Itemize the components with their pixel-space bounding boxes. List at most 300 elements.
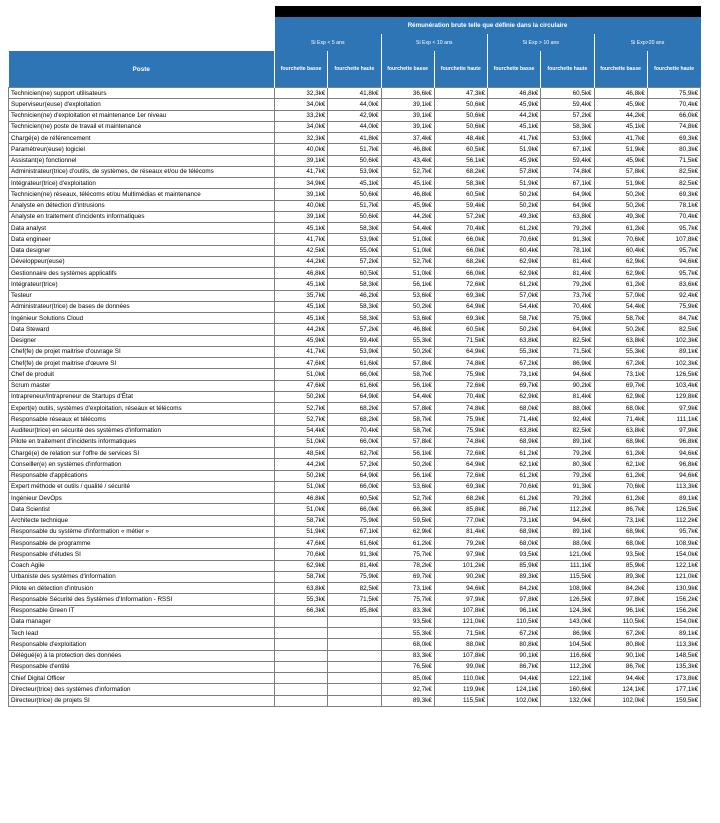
low-salary-cell: 50,2k€ — [381, 459, 434, 470]
high-salary-cell: 81,4k€ — [541, 256, 594, 267]
high-salary-cell: 61,6k€ — [328, 538, 381, 549]
low-salary-cell: 51,0k€ — [275, 369, 328, 380]
high-salary-cell: 70,4k€ — [434, 391, 487, 402]
table-row — [9, 335, 701, 346]
low-salary-cell: 45,1k€ — [275, 223, 328, 234]
low-salary-cell: 63,8k€ — [275, 583, 328, 594]
table-row — [9, 144, 701, 155]
poste-cell: Directeur(trice) des systèmes d'information — [9, 684, 275, 695]
low-salary-cell: 50,2k€ — [275, 391, 328, 402]
low-salary-cell: 70,6k€ — [594, 481, 647, 492]
high-salary-cell: 81,4k€ — [541, 391, 594, 402]
low-salary-cell: 68,9k€ — [594, 526, 647, 537]
high-salary-cell: 91,3k€ — [541, 481, 594, 492]
table-row — [9, 155, 701, 166]
low-salary-cell: 71,4k€ — [488, 414, 541, 425]
table-row — [9, 526, 701, 537]
low-salary-cell: 49,3k€ — [488, 211, 541, 222]
low-salary-cell: 47,6k€ — [275, 538, 328, 549]
high-salary-cell: 75,9k€ — [647, 88, 700, 99]
high-salary-cell: 143,0k€ — [541, 616, 594, 627]
low-salary-cell: 63,8k€ — [594, 425, 647, 436]
table-row — [9, 425, 701, 436]
poste-cell: Directeur(trice) de projets SI — [9, 695, 275, 706]
low-salary-cell: 40,0k€ — [275, 200, 328, 211]
high-salary-cell: 75,9k€ — [434, 369, 487, 380]
high-salary-cell: 81,4k€ — [434, 526, 487, 537]
low-salary-cell: 63,8k€ — [488, 335, 541, 346]
low-salary-cell: 51,0k€ — [381, 268, 434, 279]
low-salary-cell: 55,3k€ — [381, 628, 434, 639]
table-title: Rémunération brute telle que définie dans la circulaire — [275, 17, 701, 34]
poste-cell: Analyste en détection d'intrusions — [9, 200, 275, 211]
low-salary-cell: 89,3k€ — [381, 695, 434, 706]
high-salary-cell: 71,5k€ — [434, 335, 487, 346]
high-salary-cell — [328, 639, 381, 650]
low-salary-cell: 35,7k€ — [275, 290, 328, 301]
low-salary-cell: 61,2k€ — [488, 448, 541, 459]
high-salary-cell: 80,3k€ — [541, 459, 594, 470]
low-salary-cell: 51,9k€ — [594, 144, 647, 155]
high-salary-cell: 121,0k€ — [541, 549, 594, 560]
low-salary-cell: 89,3k€ — [594, 571, 647, 582]
table-row — [9, 279, 701, 290]
high-salary-cell: 66,0k€ — [328, 504, 381, 515]
salary-table — [8, 6, 701, 707]
high-salary-cell: 44,0k€ — [328, 99, 381, 110]
high-salary-cell: 64,9k€ — [328, 470, 381, 481]
low-salary-cell: 44,2k€ — [381, 211, 434, 222]
high-salary-cell: 90,2k€ — [541, 380, 594, 391]
high-salary-cell: 115,5k€ — [541, 571, 594, 582]
low-salary-cell: 51,0k€ — [275, 436, 328, 447]
poste-cell: Chief Digital Officer — [9, 673, 275, 684]
high-salary-cell: 113,3k€ — [647, 481, 700, 492]
high-salary-cell: 53,9k€ — [541, 133, 594, 144]
poste-cell: Coach Agile — [9, 560, 275, 571]
high-salary-cell: 64,9k€ — [434, 459, 487, 470]
low-salary-cell: 97,8k€ — [594, 594, 647, 605]
high-salary-cell: 45,1k€ — [328, 178, 381, 189]
high-salary-cell: 91,3k€ — [328, 549, 381, 560]
table-row — [9, 256, 701, 267]
poste-cell: Ingénieur Solutions Cloud — [9, 313, 275, 324]
high-salary-cell: 96,8k€ — [647, 436, 700, 447]
low-salary-cell: 86,7k€ — [488, 661, 541, 672]
poste-cell: Chef(fe) de projet maitrise d'œuvre SI — [9, 358, 275, 369]
low-salary-cell: 76,5k€ — [381, 661, 434, 672]
low-salary-cell: 61,2k€ — [594, 448, 647, 459]
high-salary-cell: 66,0k€ — [434, 268, 487, 279]
low-salary-cell: 70,6k€ — [488, 481, 541, 492]
low-salary-cell: 96,1k€ — [488, 605, 541, 616]
low-salary-cell: 45,1k€ — [381, 178, 434, 189]
table-row — [9, 515, 701, 526]
high-salary-cell: 60,5k€ — [328, 268, 381, 279]
low-salary-cell: 69,7k€ — [381, 571, 434, 582]
high-salary-cell: 113,3k€ — [647, 639, 700, 650]
high-salary-cell: 66,0k€ — [328, 436, 381, 447]
low-salary-cell: 56,1k€ — [381, 448, 434, 459]
high-salary-cell: 42,9k€ — [328, 110, 381, 121]
high-salary-cell: 74,8k€ — [647, 121, 700, 132]
low-salary-cell: 62,9k€ — [594, 391, 647, 402]
table-row — [9, 481, 701, 492]
high-salary-cell: 70,4k€ — [647, 99, 700, 110]
poste-cell: Designer — [9, 335, 275, 346]
high-salary-cell: 71,5k€ — [434, 628, 487, 639]
poste-cell: Intrapreneur/Intrapreneur de Startups d'État — [9, 391, 275, 402]
table-row — [9, 133, 701, 144]
high-salary-cell: 57,2k€ — [328, 324, 381, 335]
high-salary-cell: 50,6k€ — [434, 121, 487, 132]
table-row — [9, 616, 701, 627]
high-salary-cell: 148,5k€ — [647, 650, 700, 661]
high-salary-cell: 64,9k€ — [541, 324, 594, 335]
low-salary-cell: 57,8k€ — [594, 166, 647, 177]
low-salary-cell: 56,1k€ — [381, 279, 434, 290]
low-salary-cell: 36,6k€ — [381, 88, 434, 99]
high-salary-cell: 88,0k€ — [541, 538, 594, 549]
high-salary-cell: 58,3k€ — [541, 121, 594, 132]
high-salary-cell: 97,9k€ — [434, 549, 487, 560]
high-salary-cell: 89,1k€ — [647, 346, 700, 357]
low-salary-cell: 45,9k€ — [488, 99, 541, 110]
high-salary-cell: 53,9k€ — [328, 166, 381, 177]
high-salary-cell: 55,0k€ — [328, 245, 381, 256]
table-row — [9, 628, 701, 639]
high-salary-cell: 116,6k€ — [541, 650, 594, 661]
high-salary-cell — [328, 661, 381, 672]
high-salary-cell: 107,8k€ — [647, 234, 700, 245]
high-salary-cell: 108,9k€ — [647, 538, 700, 549]
low-range-header: fourchette basse — [275, 51, 328, 88]
low-salary-cell: 41,7k€ — [594, 133, 647, 144]
low-salary-cell: 56,1k€ — [381, 380, 434, 391]
low-salary-cell: 51,0k€ — [275, 504, 328, 515]
low-salary-cell: 62,9k€ — [488, 268, 541, 279]
poste-cell: Analyste en traitement d'incidents informatiques — [9, 211, 275, 222]
low-salary-cell: 47,6k€ — [275, 358, 328, 369]
poste-cell: Pilote en détection d'intrusion — [9, 583, 275, 594]
exp-range-header: Si Exp>20 ans — [594, 34, 701, 51]
poste-cell: Responsable Sécurité des Systèmes d'Information - RSSI — [9, 594, 275, 605]
poste-cell: Responsable d'applications — [9, 470, 275, 481]
low-salary-cell: 34,9k€ — [275, 178, 328, 189]
low-salary-cell: 63,8k€ — [488, 425, 541, 436]
poste-cell: Responsable Green IT — [9, 605, 275, 616]
table-row — [9, 346, 701, 357]
low-salary-cell: 51,0k€ — [381, 245, 434, 256]
low-salary-cell: 57,0k€ — [594, 290, 647, 301]
table-row — [9, 189, 701, 200]
high-salary-cell: 94,6k€ — [647, 256, 700, 267]
poste-cell: Chef(fe) de projet maitrise d'ouvrage SI — [9, 346, 275, 357]
low-salary-cell: 86,7k€ — [594, 504, 647, 515]
high-salary-cell: 50,6k€ — [328, 155, 381, 166]
low-salary-cell: 67,2k€ — [488, 628, 541, 639]
low-salary-cell: 68,9k€ — [488, 526, 541, 537]
table-row — [9, 684, 701, 695]
high-salary-cell: 122,1k€ — [541, 673, 594, 684]
low-salary-cell: 53,6k€ — [381, 481, 434, 492]
low-salary-cell: 45,9k€ — [275, 335, 328, 346]
high-salary-cell: 75,9k€ — [328, 515, 381, 526]
high-salary-cell: 67,1k€ — [541, 144, 594, 155]
low-salary-cell: 57,8k€ — [381, 358, 434, 369]
low-salary-cell: 47,6k€ — [275, 380, 328, 391]
poste-cell: Tech lead — [9, 628, 275, 639]
high-salary-cell: 173,8k€ — [647, 673, 700, 684]
high-salary-cell: 97,9k€ — [647, 425, 700, 436]
high-salary-cell: 59,4k€ — [541, 99, 594, 110]
exp-range-header: Si Exp > 10 ans — [488, 34, 595, 51]
high-salary-cell: 82,5k€ — [328, 583, 381, 594]
table-row — [9, 414, 701, 425]
low-salary-cell: 43,4k€ — [381, 155, 434, 166]
low-salary-cell: 84,2k€ — [594, 583, 647, 594]
low-salary-cell: 39,1k€ — [381, 121, 434, 132]
low-salary-cell: 50,2k€ — [594, 200, 647, 211]
high-salary-cell: 68,2k€ — [434, 256, 487, 267]
high-salary-cell: 89,1k€ — [647, 493, 700, 504]
low-salary-cell: 45,1k€ — [275, 279, 328, 290]
low-salary-cell: 93,5k€ — [381, 616, 434, 627]
low-salary-cell: 80,8k€ — [488, 639, 541, 650]
low-salary-cell: 86,7k€ — [594, 661, 647, 672]
low-salary-cell: 61,2k€ — [594, 493, 647, 504]
high-salary-cell: 94,6k€ — [541, 369, 594, 380]
high-salary-cell: 53,9k€ — [328, 346, 381, 357]
exp-range-header: Si Exp < 5 ans — [275, 34, 382, 51]
table-row — [9, 211, 701, 222]
high-salary-cell: 60,5k€ — [434, 324, 487, 335]
high-salary-cell: 70,4k€ — [434, 223, 487, 234]
low-salary-cell: 70,6k€ — [275, 549, 328, 560]
low-salary-cell: 53,6k€ — [381, 313, 434, 324]
high-salary-cell: 70,4k€ — [647, 211, 700, 222]
high-salary-cell: 124,3k€ — [541, 605, 594, 616]
high-salary-cell: 53,9k€ — [328, 234, 381, 245]
high-salary-cell: 79,2k€ — [541, 279, 594, 290]
high-salary-cell: 58,3k€ — [434, 178, 487, 189]
low-salary-cell: 41,7k€ — [488, 133, 541, 144]
low-salary-cell: 58,7k€ — [488, 313, 541, 324]
high-salary-cell — [328, 616, 381, 627]
poste-cell: Architecte technique — [9, 515, 275, 526]
low-salary-cell: 52,7k€ — [381, 166, 434, 177]
high-salary-cell: 60,5k€ — [541, 88, 594, 99]
high-salary-cell — [328, 684, 381, 695]
high-salary-cell: 68,2k€ — [434, 493, 487, 504]
high-salary-cell: 57,2k€ — [434, 211, 487, 222]
high-salary-cell: 95,7k€ — [647, 245, 700, 256]
low-salary-cell: 50,2k€ — [381, 301, 434, 312]
low-salary-cell: 78,2k€ — [381, 560, 434, 571]
poste-cell: Responsable d'entité — [9, 661, 275, 672]
low-salary-cell: 54,4k€ — [594, 301, 647, 312]
high-salary-cell: 96,8k€ — [647, 459, 700, 470]
high-salary-cell: 69,3k€ — [434, 481, 487, 492]
low-salary-cell: 67,2k€ — [594, 628, 647, 639]
low-salary-cell: 93,5k€ — [488, 549, 541, 560]
high-salary-cell: 78,1k€ — [647, 200, 700, 211]
table-row — [9, 571, 701, 582]
low-salary-cell — [275, 628, 328, 639]
high-salary-cell: 50,6k€ — [434, 110, 487, 121]
low-salary-cell: 68,0k€ — [594, 403, 647, 414]
poste-cell: Technicien(ne) poste de travail et maintenance — [9, 121, 275, 132]
high-salary-cell: 71,5k€ — [647, 155, 700, 166]
high-salary-cell: 177,1k€ — [647, 684, 700, 695]
salary-grid — [8, 6, 700, 707]
high-salary-cell: 101,2k€ — [434, 560, 487, 571]
high-salary-cell: 126,5k€ — [541, 594, 594, 605]
low-salary-cell: 61,2k€ — [594, 279, 647, 290]
table-row — [9, 391, 701, 402]
high-salary-cell: 67,1k€ — [328, 526, 381, 537]
high-salary-cell: 58,3k€ — [328, 223, 381, 234]
low-salary-cell: 57,0k€ — [488, 290, 541, 301]
table-row — [9, 493, 701, 504]
poste-cell: Gestionnaire des systèmes applicatifs — [9, 268, 275, 279]
high-salary-cell: 60,5k€ — [434, 189, 487, 200]
poste-cell: Urbaniste des systèmes d'information — [9, 571, 275, 582]
high-salary-cell: 82,5k€ — [647, 178, 700, 189]
poste-cell: Responsable réseaux et télécoms — [9, 414, 275, 425]
low-salary-cell: 48,5k€ — [275, 448, 328, 459]
poste-cell: Data manager — [9, 616, 275, 627]
high-salary-cell: 77,0k€ — [434, 515, 487, 526]
low-salary-cell: 63,8k€ — [594, 335, 647, 346]
high-salary-cell: 94,6k€ — [647, 470, 700, 481]
low-salary-cell: 73,1k€ — [488, 369, 541, 380]
high-salary-cell: 82,5k€ — [647, 324, 700, 335]
low-salary-cell: 46,8k€ — [275, 493, 328, 504]
high-salary-cell: 112,2k€ — [541, 504, 594, 515]
high-salary-cell: 72,6k€ — [434, 448, 487, 459]
high-salary-cell — [328, 695, 381, 706]
low-salary-cell: 45,9k€ — [488, 155, 541, 166]
high-salary-cell: 126,5k€ — [647, 369, 700, 380]
high-salary-cell: 111,1k€ — [647, 414, 700, 425]
poste-cell: Chef de produit — [9, 369, 275, 380]
high-salary-cell: 71,5k€ — [541, 346, 594, 357]
high-salary-cell: 60,5k€ — [328, 493, 381, 504]
low-salary-cell — [275, 695, 328, 706]
high-salary-cell: 102,3k€ — [647, 335, 700, 346]
low-salary-cell: 62,9k€ — [594, 268, 647, 279]
low-salary-cell: 61,2k€ — [594, 470, 647, 481]
high-salary-cell: 103,4k€ — [647, 380, 700, 391]
table-body — [9, 88, 701, 707]
low-salary-cell: 62,9k€ — [594, 256, 647, 267]
high-salary-cell: 82,5k€ — [647, 166, 700, 177]
low-salary-cell: 69,7k€ — [488, 380, 541, 391]
poste-cell: Auditeur(trice) en sécurité des systèmes d'information — [9, 425, 275, 436]
high-salary-cell: 56,1k€ — [434, 155, 487, 166]
high-salary-cell: 91,3k€ — [541, 234, 594, 245]
table-row — [9, 605, 701, 616]
high-salary-cell: 99,0k€ — [434, 661, 487, 672]
high-salary-cell: 44,0k€ — [328, 121, 381, 132]
high-salary-cell: 79,2k€ — [541, 448, 594, 459]
low-salary-cell: 56,1k€ — [381, 470, 434, 481]
low-salary-cell: 51,9k€ — [488, 144, 541, 155]
poste-cell: Chargé(e) de référencement — [9, 133, 275, 144]
table-row — [9, 178, 701, 189]
high-salary-cell: 72,6k€ — [434, 380, 487, 391]
table-row — [9, 639, 701, 650]
low-salary-cell: 50,2k€ — [275, 470, 328, 481]
high-salary-cell: 74,8k€ — [434, 358, 487, 369]
low-salary-cell: 50,2k€ — [488, 200, 541, 211]
low-salary-cell: 41,7k€ — [275, 166, 328, 177]
low-salary-cell: 51,9k€ — [594, 178, 647, 189]
high-salary-cell: 85,8k€ — [434, 504, 487, 515]
low-salary-cell: 62,1k€ — [488, 459, 541, 470]
low-salary-cell: 39,1k€ — [275, 189, 328, 200]
high-salary-cell: 64,9k€ — [434, 301, 487, 312]
low-salary-cell: 90,1k€ — [594, 650, 647, 661]
high-salary-cell: 97,9k€ — [647, 403, 700, 414]
table-row — [9, 121, 701, 132]
low-salary-cell — [275, 661, 328, 672]
poste-cell: Scrum master — [9, 380, 275, 391]
high-salary-cell: 130,9k€ — [647, 583, 700, 594]
high-range-header: fourchette haute — [541, 51, 594, 88]
high-salary-cell: 84,7k€ — [647, 313, 700, 324]
high-salary-cell: 41,8k€ — [328, 133, 381, 144]
high-salary-cell: 89,1k€ — [647, 628, 700, 639]
high-salary-cell: 129,8k€ — [647, 391, 700, 402]
high-salary-cell: 156,2k€ — [647, 594, 700, 605]
low-salary-cell: 80,8k€ — [594, 639, 647, 650]
table-row — [9, 380, 701, 391]
poste-cell: Technicien(ne) d'exploitation et maintenance 1er niveau — [9, 110, 275, 121]
poste-cell: Intégrateur(trice) — [9, 279, 275, 290]
low-salary-cell: 97,8k€ — [488, 594, 541, 605]
high-salary-cell: 72,6k€ — [434, 470, 487, 481]
high-salary-cell: 66,0k€ — [328, 481, 381, 492]
low-salary-cell: 52,7k€ — [381, 493, 434, 504]
high-salary-cell: 64,9k€ — [541, 189, 594, 200]
low-salary-cell: 51,9k€ — [488, 178, 541, 189]
high-salary-cell: 107,8k€ — [434, 650, 487, 661]
table-row — [9, 245, 701, 256]
low-salary-cell: 86,7k€ — [488, 504, 541, 515]
low-salary-cell: 54,4k€ — [381, 391, 434, 402]
low-salary-cell: 32,3k€ — [275, 133, 328, 144]
table-row — [9, 234, 701, 245]
table-row — [9, 313, 701, 324]
low-salary-cell: 61,2k€ — [488, 470, 541, 481]
high-salary-cell: 58,3k€ — [328, 301, 381, 312]
low-salary-cell: 92,7k€ — [381, 684, 434, 695]
low-salary-cell: 45,1k€ — [488, 121, 541, 132]
low-salary-cell: 45,9k€ — [381, 200, 434, 211]
table-row — [9, 301, 701, 312]
table-row — [9, 403, 701, 414]
high-salary-cell: 73,7k€ — [541, 290, 594, 301]
poste-cell: Assistant(e) fonctionnel — [9, 155, 275, 166]
high-salary-cell: 58,3k€ — [328, 313, 381, 324]
low-salary-cell: 90,1k€ — [488, 650, 541, 661]
high-salary-cell: 159,5k€ — [647, 695, 700, 706]
low-salary-cell: 34,0k€ — [275, 121, 328, 132]
table-row — [9, 459, 701, 470]
high-salary-cell: 68,2k€ — [328, 403, 381, 414]
